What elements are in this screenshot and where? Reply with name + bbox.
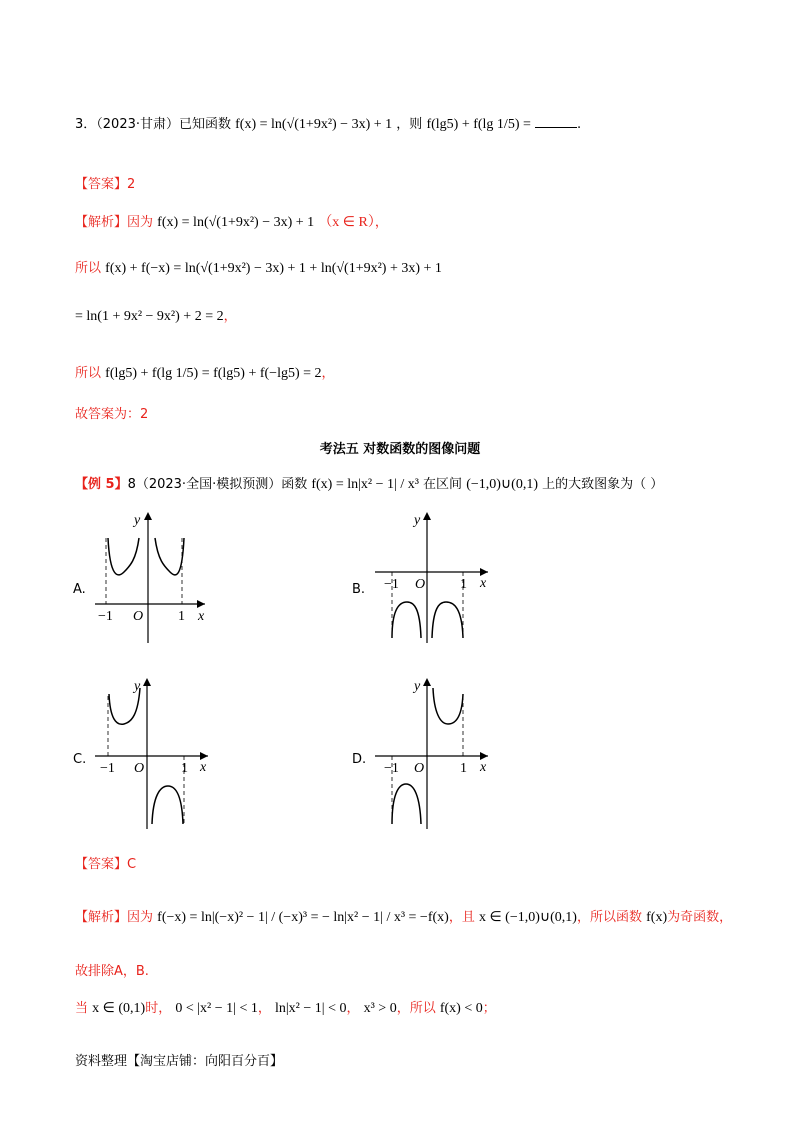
option-c-label: C. — [73, 752, 87, 767]
ex5-solution-line-3: 当 x ∈ (0,1)时， 0 < |x² − 1| < 1， ln|x² − 1| < 0， x³ > 0，所以 f(x) < 0； — [75, 1001, 496, 1016]
solution-math: f(−x) = ln|(−x)² − 1| / (−x)³ = − ln|x² − 1| / x³ = −f(x) — [157, 910, 449, 925]
tick-one: 1 — [181, 761, 188, 776]
tick-neg-one: −1 — [98, 609, 113, 624]
example-function: f(x) = ln|x² − 1| / x³ — [311, 477, 419, 492]
q3-function: f(x) = ln(√(1+9x²) − 3x) + 1 — [235, 117, 393, 132]
option-b-graph — [370, 508, 495, 648]
solution-ineq-a: 0 < |x² − 1| < 1 — [175, 1001, 258, 1016]
solution-domain: x ∈ (−1,0)∪(0,1) — [478, 910, 577, 925]
option-c-graph — [90, 674, 215, 834]
solution-ineq-c: x³ > 0 — [363, 1001, 397, 1016]
solution-text: ，所以函数 — [576, 910, 642, 925]
q3-solution-line-5: 故答案为：2 — [75, 407, 149, 422]
ex5-solution-line-2: 故排除A，B. — [75, 964, 149, 979]
tick-neg-one: −1 — [384, 577, 399, 592]
y-axis-arrow — [423, 512, 431, 520]
q3-solution-line-2 — [75, 257, 442, 277]
answer-value: 2 — [127, 177, 136, 192]
solution-ineq-b: ln|x² − 1| < 0 — [274, 1001, 347, 1016]
y-label: y — [414, 513, 421, 528]
solution-text: 时， — [145, 1001, 172, 1016]
x-axis-arrow — [197, 600, 205, 608]
solution-text: 当 — [75, 1001, 89, 1016]
y-axis-arrow — [423, 678, 431, 686]
curve-right — [432, 602, 463, 638]
q3-answer — [75, 173, 135, 192]
solution-result: f(x) < 0 — [439, 1001, 483, 1016]
origin-label: O — [414, 761, 425, 776]
solution-text: ，所以 — [396, 1001, 436, 1016]
tick-neg-one: −1 — [384, 761, 399, 776]
example-tag: 【例 5】 — [75, 477, 128, 492]
q3-end: . — [577, 117, 582, 132]
solution-tag: 【解析】 — [75, 910, 128, 925]
q3-label: 3．（2023·甘肃）已知函数 — [75, 117, 231, 132]
tick-one: 1 — [178, 609, 185, 624]
y-label: y — [414, 679, 421, 694]
curve-left — [108, 538, 139, 575]
solution-cond: x ∈ (0,1) — [92, 1001, 146, 1016]
option-a-label: A. — [73, 582, 86, 597]
section-heading: 考法五 对数函数的图像问题 — [319, 442, 481, 457]
example-text: 在区间 — [423, 477, 463, 492]
example-interval: (−1,0)∪(0,1) — [466, 477, 538, 492]
solution-text: ； — [482, 1001, 496, 1016]
q3-ask: f(lg5) + f(lg 1/5) = — [426, 117, 531, 132]
solution-math: f(x) = ln(√(1+9x²) − 3x) + 1 — [157, 215, 315, 230]
x-axis-arrow — [200, 752, 208, 760]
option-a-graph — [90, 508, 210, 648]
ex5-answer — [75, 853, 136, 872]
origin-label: O — [415, 577, 426, 592]
curve-right — [152, 786, 183, 824]
solution-fx: f(x) — [646, 910, 668, 925]
answer-tag: 【答案】 — [75, 177, 128, 192]
solution-math: f(lg5) + f(lg 1/5) = f(lg5) + f(−lg5) = 2 — [105, 366, 322, 381]
y-axis-arrow — [143, 678, 151, 686]
answer-value: C — [127, 857, 137, 872]
solution-tag: 【解析】 — [75, 215, 128, 230]
curve-left — [392, 602, 421, 638]
q3-solution-line-4 — [75, 362, 335, 382]
solution-text: 所以 — [75, 366, 102, 381]
solution-text: ，且 — [448, 910, 475, 925]
solution-punct: ， — [374, 215, 388, 230]
y-axis-arrow — [144, 512, 152, 520]
tick-one: 1 — [460, 577, 467, 592]
answer-tag: 【答案】 — [75, 857, 128, 872]
x-label: x — [200, 760, 207, 775]
option-d-label: D. — [352, 752, 367, 767]
solution-domain: （x ∈ R） — [318, 215, 375, 230]
curve-left — [392, 784, 421, 824]
curve-right — [433, 688, 463, 724]
answer-blank — [535, 115, 577, 128]
x-label: x — [198, 609, 205, 624]
example-text: 上的大致图象为（ ） — [542, 477, 664, 492]
solution-text: 因为 — [127, 215, 154, 230]
solution-text: 为奇函数， — [667, 910, 733, 925]
example-text: 8（2023·全国·模拟预测）函数 — [127, 477, 308, 492]
origin-label: O — [134, 761, 145, 776]
solution-punct: ， — [223, 309, 237, 324]
y-label: y — [134, 679, 141, 694]
footer-source: 资料整理【淘宝店铺：向阳百分百】 — [75, 1054, 284, 1069]
solution-text: 所以 — [75, 261, 102, 276]
x-axis-arrow — [480, 568, 488, 576]
tick-one: 1 — [460, 761, 467, 776]
solution-text: 因为 — [127, 910, 154, 925]
option-d-graph — [370, 674, 495, 834]
tick-neg-one: −1 — [100, 761, 115, 776]
q3-solution-line-1 — [75, 211, 388, 231]
q3-mid: ，则 — [396, 117, 423, 132]
x-label: x — [480, 576, 487, 591]
solution-math: = ln(1 + 9x² − 9x²) + 2 = 2 — [75, 309, 224, 324]
ex5-solution-line-1 — [75, 906, 732, 926]
example-5 — [75, 473, 663, 493]
solution-punct: ， — [321, 366, 335, 381]
q3-solution-line-3 — [75, 305, 237, 325]
x-axis-arrow — [480, 752, 488, 760]
curve-right — [155, 538, 184, 575]
option-b-label: B. — [352, 582, 366, 597]
origin-label: O — [133, 609, 144, 624]
question-3 — [75, 113, 581, 133]
y-label: y — [134, 513, 141, 528]
x-label: x — [480, 760, 487, 775]
solution-math: f(x) + f(−x) = ln(√(1+9x²) − 3x) + 1 + ln(√(1+9x²) + 3x) + 1 — [105, 261, 442, 276]
